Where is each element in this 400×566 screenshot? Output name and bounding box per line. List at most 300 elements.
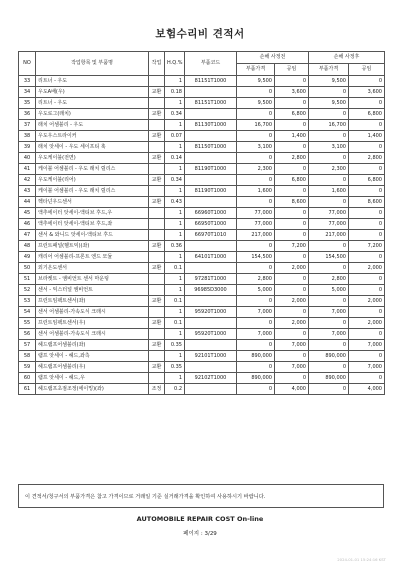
print-timestamp: 2024-01-01 15:24:16 KST xyxy=(337,557,386,562)
cell-after-labor: 7,200 xyxy=(349,241,385,252)
cell-before-labor: 0 xyxy=(275,120,309,131)
cell-after-part-price: 0 xyxy=(309,318,349,329)
cell-no: 55 xyxy=(19,318,36,329)
cell-part-code: 81190T1000 xyxy=(185,164,237,175)
cell-hq: 1 xyxy=(165,230,185,241)
table-header xyxy=(19,52,385,76)
cell-work xyxy=(149,186,165,197)
cell-part-code xyxy=(185,318,237,329)
cell-after-part-price: 0 xyxy=(309,109,349,120)
cell-before-labor: 0 xyxy=(275,208,309,219)
cell-work: 교환 xyxy=(149,109,165,120)
cell-before-labor: 8,600 xyxy=(275,197,309,208)
cell-no: 56 xyxy=(19,329,36,340)
cell-part-code: 66950T1000 xyxy=(185,219,237,230)
cell-before-part-price: 0 xyxy=(237,362,275,373)
cell-after-part-price: 0 xyxy=(309,131,349,142)
cell-no: 39 xyxy=(19,142,36,153)
cell-after-part-price: 77,000 xyxy=(309,208,349,219)
cell-part-code: 95920T1000 xyxy=(185,307,237,318)
cell-part-code xyxy=(185,87,237,98)
cell-item: 액추에이터 앗세이-액티브 후드,우 xyxy=(36,208,149,219)
cell-item: 액추에이터 앗세이-액티브 후드,좌 xyxy=(36,219,149,230)
cell-after-part-price: 890,000 xyxy=(309,373,349,384)
document-title: 보험수리비 견적서 xyxy=(155,28,245,40)
cell-item: 케이블 어셈블리 - 우도 래치 릴리스 xyxy=(36,164,149,175)
cell-before-labor: 4,000 xyxy=(275,384,309,395)
cell-item: 헤드램프어셈블리(우) xyxy=(36,362,149,373)
cell-before-part-price: 0 xyxy=(237,340,275,351)
cell-no: 51 xyxy=(19,274,36,285)
cell-no: 35 xyxy=(19,98,36,109)
cell-after-part-price: 2,800 xyxy=(309,274,349,285)
cell-item: 캐리어 어셈블리-프론트 엔드 모듈 xyxy=(36,252,149,263)
cell-no: 49 xyxy=(19,252,36,263)
cell-after-labor: 7,000 xyxy=(349,340,385,351)
cell-part-code: 95920T1000 xyxy=(185,329,237,340)
header-before-labor: 공임 xyxy=(275,64,309,76)
cell-after-part-price: 5,000 xyxy=(309,285,349,296)
header-work: 작업 xyxy=(149,52,165,76)
cell-before-part-price: 890,000 xyxy=(237,373,275,384)
price-notice: 이 견적서/청구서의 부품가격은 참고 가격이므로 거래일 기준 실거래가격을 확인하여 사용하시기 바랍니다. xyxy=(18,484,384,508)
table-row xyxy=(19,318,385,329)
cell-before-part-price: 0 xyxy=(237,197,275,208)
cell-work: 교환 xyxy=(149,87,165,98)
header-before-part-price: 부품가격 xyxy=(237,64,275,76)
cell-work xyxy=(149,98,165,109)
cell-before-labor: 7,200 xyxy=(275,241,309,252)
cell-before-labor: 0 xyxy=(275,219,309,230)
cell-before-part-price: 0 xyxy=(237,109,275,120)
table-row xyxy=(19,153,385,164)
cell-before-labor: 0 xyxy=(275,98,309,109)
cell-after-labor: 0 xyxy=(349,274,385,285)
cell-before-labor: 0 xyxy=(275,274,309,285)
cell-part-code: 81150T1000 xyxy=(185,142,237,153)
table-row xyxy=(19,109,385,120)
cell-work: 교환 xyxy=(149,318,165,329)
cell-before-labor: 7,000 xyxy=(275,362,309,373)
header-after-labor: 공임 xyxy=(349,64,385,76)
cell-no: 59 xyxy=(19,362,36,373)
cell-after-labor: 7,000 xyxy=(349,362,385,373)
cell-after-labor: 0 xyxy=(349,219,385,230)
cell-before-part-price: 0 xyxy=(237,384,275,395)
table-row xyxy=(19,186,385,197)
cell-before-part-price: 0 xyxy=(237,241,275,252)
cell-no: 53 xyxy=(19,296,36,307)
cell-hq: 0.36 xyxy=(165,241,185,252)
header-after-group: 손해 사정후 xyxy=(309,52,385,64)
cell-hq: 1 xyxy=(165,219,185,230)
cell-after-labor: 0 xyxy=(349,351,385,362)
cell-before-labor: 0 xyxy=(275,373,309,384)
cell-before-part-price: 0 xyxy=(237,263,275,274)
cell-item: 리트너 - 우도 xyxy=(36,98,149,109)
cell-hq: 0.18 xyxy=(165,87,185,98)
cell-hq: 1 xyxy=(165,186,185,197)
cell-before-part-price: 77,000 xyxy=(237,208,275,219)
cell-no: 36 xyxy=(19,109,36,120)
cell-work: 교환 xyxy=(149,131,165,142)
cell-no: 48 xyxy=(19,241,36,252)
table-row xyxy=(19,296,385,307)
cell-after-labor: 0 xyxy=(349,373,385,384)
header-hq: H.Q.% xyxy=(165,52,185,76)
cell-work xyxy=(149,76,165,87)
cell-item: 센서 어셈블리-가속도식 크래시 xyxy=(36,329,149,340)
cell-hq: 1 xyxy=(165,274,185,285)
cell-item: 프런트임팩트센서(우) xyxy=(36,318,149,329)
cell-work: 교환 xyxy=(149,263,165,274)
header-no: NO xyxy=(19,52,36,76)
cell-after-part-price: 0 xyxy=(309,175,349,186)
cell-work xyxy=(149,351,165,362)
cell-before-part-price: 0 xyxy=(237,175,275,186)
cell-before-part-price: 217,000 xyxy=(237,230,275,241)
cell-after-labor: 0 xyxy=(349,98,385,109)
cell-no: 40 xyxy=(19,153,36,164)
cell-before-labor: 0 xyxy=(275,252,309,263)
cell-hq: 1 xyxy=(165,120,185,131)
table-row xyxy=(19,197,385,208)
cell-hq: 0.1 xyxy=(165,318,185,329)
cell-work xyxy=(149,164,165,175)
cell-item: 래치 어셈블리 - 우도 xyxy=(36,120,149,131)
cell-no: 37 xyxy=(19,120,36,131)
cell-after-labor: 2,000 xyxy=(349,296,385,307)
cell-before-labor: 0 xyxy=(275,230,309,241)
cell-item: 리트너 - 우도 xyxy=(36,76,149,87)
cell-before-part-price: 154,500 xyxy=(237,252,275,263)
cell-before-part-price: 9,500 xyxy=(237,98,275,109)
cell-before-part-price: 2,300 xyxy=(237,164,275,175)
cell-item: 우도우스트라이커 xyxy=(36,131,149,142)
cell-work: 교환 xyxy=(149,241,165,252)
cell-item: 헤드램프초점조정(에이밍)(좌) xyxy=(36,384,149,395)
cell-no: 52 xyxy=(19,285,36,296)
cell-hq: 0.14 xyxy=(165,153,185,164)
cell-item: 브라켓트 - 앰비언트 센서 마운팅 xyxy=(36,274,149,285)
cell-no: 60 xyxy=(19,373,36,384)
header-item: 작업항목 및 부품명 xyxy=(36,52,149,76)
cell-work xyxy=(149,230,165,241)
cell-after-labor: 0 xyxy=(349,186,385,197)
cell-before-part-price: 0 xyxy=(237,153,275,164)
cell-before-labor: 2,000 xyxy=(275,263,309,274)
table-row xyxy=(19,87,385,98)
cell-hq: 1 xyxy=(165,76,185,87)
cell-item: 우도A배(우) xyxy=(36,87,149,98)
cell-item: 우도로그(래치) xyxy=(36,109,149,120)
cell-item: 우도케이블(리어) xyxy=(36,175,149,186)
estimate-table xyxy=(18,51,385,395)
cell-after-labor: 8,600 xyxy=(349,197,385,208)
cell-after-labor: 0 xyxy=(349,230,385,241)
table-row xyxy=(19,219,385,230)
cell-after-labor: 2,800 xyxy=(349,153,385,164)
cell-no: 50 xyxy=(19,263,36,274)
cell-work: 교환 xyxy=(149,175,165,186)
cell-before-part-price: 890,000 xyxy=(237,351,275,362)
cell-after-part-price: 9,500 xyxy=(309,76,349,87)
cell-after-part-price: 217,000 xyxy=(309,230,349,241)
cell-before-part-price: 1,600 xyxy=(237,186,275,197)
cell-part-code xyxy=(185,296,237,307)
cell-no: 43 xyxy=(19,186,36,197)
cell-after-part-price: 0 xyxy=(309,241,349,252)
cell-work: 교환 xyxy=(149,296,165,307)
cell-before-labor: 0 xyxy=(275,76,309,87)
table-row xyxy=(19,373,385,384)
cell-item: 센서 & 와니드 앗세이-액티브 후드 xyxy=(36,230,149,241)
cell-before-labor: 6,800 xyxy=(275,109,309,120)
cell-after-labor: 6,800 xyxy=(349,109,385,120)
cell-after-part-price: 0 xyxy=(309,296,349,307)
cell-hq: 1 xyxy=(165,307,185,318)
cell-part-code: 92101T1000 xyxy=(185,351,237,362)
cell-work xyxy=(149,285,165,296)
cell-after-part-price: 0 xyxy=(309,153,349,164)
cell-before-labor: 0 xyxy=(275,186,309,197)
table-row xyxy=(19,384,385,395)
cell-before-part-price: 7,000 xyxy=(237,307,275,318)
cell-before-labor: 7,000 xyxy=(275,340,309,351)
cell-part-code: 66970T1010 xyxy=(185,230,237,241)
cell-part-code: 81151T1000 xyxy=(185,98,237,109)
cell-part-code xyxy=(185,340,237,351)
cell-before-labor: 0 xyxy=(275,164,309,175)
table-row xyxy=(19,98,385,109)
cell-after-labor: 0 xyxy=(349,120,385,131)
cell-work: 교환 xyxy=(149,362,165,373)
cell-hq: 1 xyxy=(165,351,185,362)
cell-part-code: 81151T1000 xyxy=(185,76,237,87)
table-row xyxy=(19,241,385,252)
table-row xyxy=(19,208,385,219)
cell-before-labor: 0 xyxy=(275,351,309,362)
cell-part-code xyxy=(185,109,237,120)
cell-hq: 1 xyxy=(165,373,185,384)
table-row xyxy=(19,351,385,362)
cell-work: 교환 xyxy=(149,197,165,208)
cell-hq: 1 xyxy=(165,329,185,340)
cell-before-labor: 0 xyxy=(275,285,309,296)
cell-item: 래치 앗세이 - 우도 세이프티 훅 xyxy=(36,142,149,153)
cell-work xyxy=(149,252,165,263)
page-number: 페이지 : 3/29 xyxy=(183,531,217,537)
cell-work: 조정 xyxy=(149,384,165,395)
table-row xyxy=(19,131,385,142)
cell-after-labor: 0 xyxy=(349,208,385,219)
cell-before-labor: 1,400 xyxy=(275,131,309,142)
cell-work xyxy=(149,142,165,153)
cell-work: 교환 xyxy=(149,340,165,351)
table-body xyxy=(19,76,385,395)
cell-after-labor: 2,000 xyxy=(349,318,385,329)
table-row xyxy=(19,263,385,274)
cell-no: 34 xyxy=(19,87,36,98)
cell-no: 45 xyxy=(19,208,36,219)
cell-hq: 1 xyxy=(165,142,185,153)
cell-part-code: 64101T1000 xyxy=(185,252,237,263)
table-row xyxy=(19,76,385,87)
cell-before-labor: 2,000 xyxy=(275,318,309,329)
cell-no: 61 xyxy=(19,384,36,395)
cell-part-code xyxy=(185,362,237,373)
cell-before-labor: 0 xyxy=(275,307,309,318)
cell-before-labor: 0 xyxy=(275,329,309,340)
cell-after-part-price: 2,300 xyxy=(309,164,349,175)
cell-hq: 0.07 xyxy=(165,131,185,142)
cell-part-code xyxy=(185,131,237,142)
table-row xyxy=(19,329,385,340)
cell-after-labor: 6,800 xyxy=(349,175,385,186)
cell-before-part-price: 0 xyxy=(237,296,275,307)
cell-part-code: 81190T1000 xyxy=(185,186,237,197)
cell-no: 41 xyxy=(19,164,36,175)
cell-item: 외기온도센서 xyxy=(36,263,149,274)
cell-no: 57 xyxy=(19,340,36,351)
cell-before-part-price: 77,000 xyxy=(237,219,275,230)
table-row xyxy=(19,120,385,131)
cell-work xyxy=(149,208,165,219)
cell-before-part-price: 9,500 xyxy=(237,76,275,87)
cell-no: 58 xyxy=(19,351,36,362)
cell-part-code xyxy=(185,384,237,395)
cell-after-part-price: 0 xyxy=(309,362,349,373)
cell-part-code: 96985D3000 xyxy=(185,285,237,296)
cell-after-part-price: 0 xyxy=(309,384,349,395)
cell-before-labor: 2,800 xyxy=(275,153,309,164)
cell-after-labor: 1,400 xyxy=(349,131,385,142)
cell-item: 센서 어셈블리-가속도식 크래시 xyxy=(36,307,149,318)
cell-item: 헥타넌우드센서 xyxy=(36,197,149,208)
cell-after-part-price: 9,500 xyxy=(309,98,349,109)
cell-after-labor: 0 xyxy=(349,164,385,175)
cell-item: 프런트패널(헬트익)(좌) xyxy=(36,241,149,252)
cell-before-labor: 3,600 xyxy=(275,87,309,98)
cell-part-code: 66960T1000 xyxy=(185,208,237,219)
cell-after-part-price: 16,700 xyxy=(309,120,349,131)
cell-part-code xyxy=(185,263,237,274)
header-before-group: 손해 사정전 xyxy=(237,52,309,64)
table-row xyxy=(19,274,385,285)
cell-item: 램프 앗세이 - 헤드,우 xyxy=(36,373,149,384)
table-row xyxy=(19,164,385,175)
table-row xyxy=(19,142,385,153)
cell-item: 우도케이블(전면) xyxy=(36,153,149,164)
table-row xyxy=(19,230,385,241)
cell-after-part-price: 154,500 xyxy=(309,252,349,263)
cell-hq: 1 xyxy=(165,208,185,219)
table-row xyxy=(19,307,385,318)
cell-after-part-price: 77,000 xyxy=(309,219,349,230)
cell-after-part-price: 0 xyxy=(309,263,349,274)
cell-work xyxy=(149,219,165,230)
cell-item: 프런트임팩트센서(좌) xyxy=(36,296,149,307)
cell-after-part-price: 7,000 xyxy=(309,307,349,318)
cell-before-part-price: 3,100 xyxy=(237,142,275,153)
cell-no: 33 xyxy=(19,76,36,87)
cell-before-labor: 0 xyxy=(275,142,309,153)
cell-hq: 1 xyxy=(165,252,185,263)
table-row xyxy=(19,362,385,373)
cell-part-code: 92102T1000 xyxy=(185,373,237,384)
cell-item: 램프 앗세이 - 헤드,좌측 xyxy=(36,351,149,362)
cell-after-labor: 4,000 xyxy=(349,384,385,395)
cell-before-part-price: 2,800 xyxy=(237,274,275,285)
cell-hq: 0.1 xyxy=(165,263,185,274)
cell-before-part-price: 0 xyxy=(237,87,275,98)
cell-item: 센서 - 익스터널 앰비언트 xyxy=(36,285,149,296)
cell-after-labor: 0 xyxy=(349,76,385,87)
cell-before-part-price: 7,000 xyxy=(237,329,275,340)
cell-work: 교환 xyxy=(149,153,165,164)
cell-item: 케이블 어셈블리 - 우도 래치 릴리스 xyxy=(36,186,149,197)
cell-before-labor: 6,800 xyxy=(275,175,309,186)
cell-part-code: 81130T1000 xyxy=(185,120,237,131)
cell-after-part-price: 7,000 xyxy=(309,329,349,340)
cell-after-labor: 0 xyxy=(349,329,385,340)
cell-before-labor: 2,000 xyxy=(275,296,309,307)
header-after-part-price: 부품가격 xyxy=(309,64,349,76)
cell-no: 54 xyxy=(19,307,36,318)
cell-after-labor: 0 xyxy=(349,285,385,296)
cell-before-part-price: 0 xyxy=(237,131,275,142)
cell-after-part-price: 3,100 xyxy=(309,142,349,153)
cell-after-part-price: 1,600 xyxy=(309,186,349,197)
cell-hq: 0.2 xyxy=(165,384,185,395)
cell-work xyxy=(149,120,165,131)
table-row xyxy=(19,340,385,351)
cell-after-part-price: 890,000 xyxy=(309,351,349,362)
cell-before-part-price: 0 xyxy=(237,318,275,329)
cell-part-code xyxy=(185,175,237,186)
cell-hq: 1 xyxy=(165,98,185,109)
cell-hq: 0.34 xyxy=(165,175,185,186)
cell-part-code: 97281T1000 xyxy=(185,274,237,285)
table-row xyxy=(19,252,385,263)
header-code: 부품코드 xyxy=(185,52,237,76)
cell-after-labor: 0 xyxy=(349,252,385,263)
cell-hq: 1 xyxy=(165,164,185,175)
cell-no: 38 xyxy=(19,131,36,142)
cell-hq: 1 xyxy=(165,285,185,296)
cell-before-part-price: 16,700 xyxy=(237,120,275,131)
cell-after-part-price: 0 xyxy=(309,87,349,98)
cell-hq: 0.1 xyxy=(165,296,185,307)
cell-hq: 0.35 xyxy=(165,362,185,373)
footer-title: AUTOMOBILE REPAIR COST On-line xyxy=(136,515,264,523)
cell-after-part-price: 0 xyxy=(309,197,349,208)
cell-hq: 0.43 xyxy=(165,197,185,208)
cell-after-labor: 0 xyxy=(349,307,385,318)
cell-work xyxy=(149,307,165,318)
cell-part-code xyxy=(185,241,237,252)
cell-no: 42 xyxy=(19,175,36,186)
cell-no: 47 xyxy=(19,230,36,241)
cell-work xyxy=(149,373,165,384)
cell-no: 46 xyxy=(19,219,36,230)
cell-no: 44 xyxy=(19,197,36,208)
cell-before-part-price: 5,000 xyxy=(237,285,275,296)
cell-hq: 0.34 xyxy=(165,109,185,120)
cell-work xyxy=(149,329,165,340)
cell-part-code xyxy=(185,197,237,208)
cell-hq: 0.35 xyxy=(165,340,185,351)
